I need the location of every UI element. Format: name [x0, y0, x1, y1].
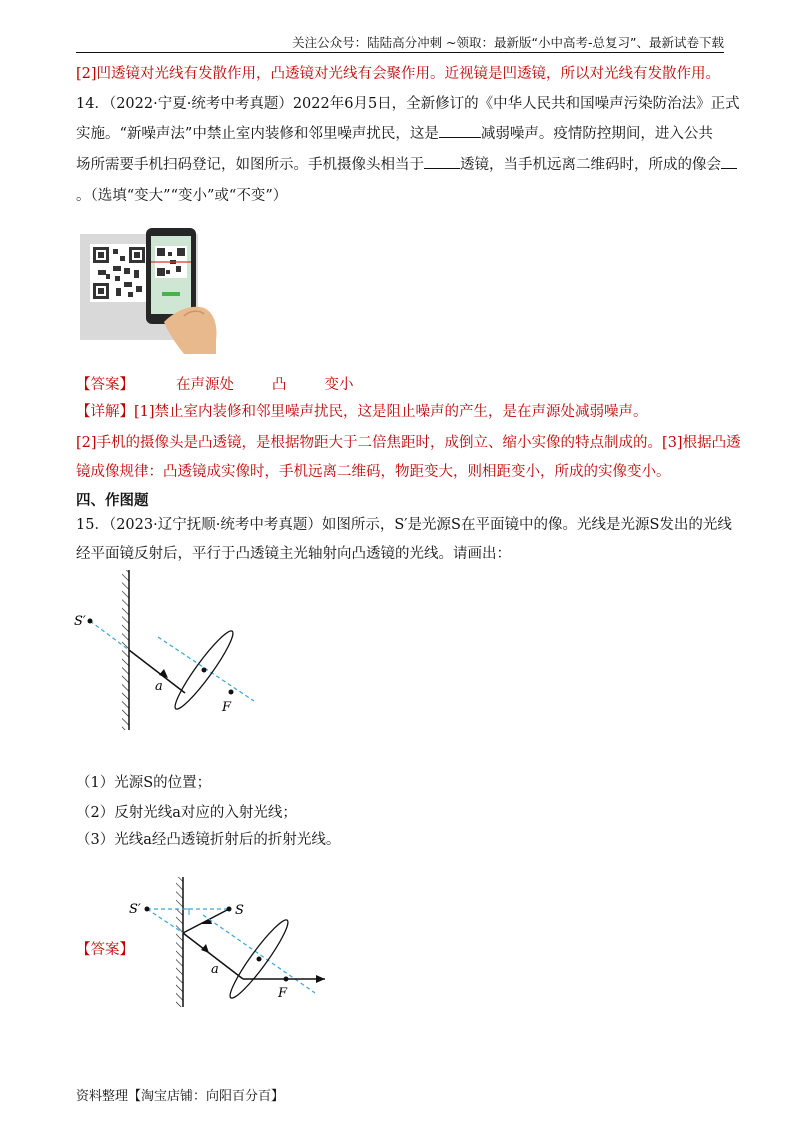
q14-blank-3	[721, 154, 737, 169]
label-f: F	[222, 700, 232, 715]
answer-label-f: F	[278, 986, 288, 1001]
page-footer: 资料整理【淘宝店铺：向阳百分百】	[76, 1089, 285, 1104]
answer-s-prime-point	[145, 907, 150, 912]
answer-label-s: S	[235, 903, 244, 918]
q15-item-1: （1）光源S的位置；	[76, 775, 212, 791]
q14-line-1: 14．（2022·宁夏·统考中考真题）2022年6月5日，全新修订的《中华人民共和国噪声污染防治法》正式	[76, 96, 740, 112]
q14-detail-line-1	[76, 402, 724, 422]
q14-line-2-part-a: 实施。“新噪声法”中禁止室内装修和邻里噪声扰民，这是	[76, 126, 439, 142]
answer-optical-center	[257, 957, 262, 962]
answer-label-s-prime: S′	[129, 902, 141, 917]
s-prime-point	[88, 619, 93, 624]
problem-diagram	[70, 565, 270, 735]
q14-line-2-part-b: 减弱噪声。疫情防控期间，进入公共	[480, 126, 713, 142]
header-rule	[76, 52, 724, 53]
right-angle-mark	[183, 909, 189, 915]
label-a: a	[155, 679, 163, 694]
q14-line-3	[76, 154, 724, 175]
q15-item-2: （2）反射光线a对应的入射光线；	[76, 805, 297, 821]
q14-answer-2: 凸	[272, 377, 287, 393]
q14-line-3-part-a: 场所需要手机扫码登记，如图所示。手机摄像头相当于	[76, 157, 424, 173]
q15-line-2: 经平面镜反射后，平行于凸透镜主光轴射向凸透镜的光线。请画出：	[76, 546, 511, 562]
qr-phone-illustration	[80, 226, 220, 354]
answer-focus-point	[284, 977, 289, 982]
label-s-prime: S′	[74, 614, 86, 629]
q15-answer-label: 【答案】	[76, 942, 134, 958]
q15-item-3: （3）光线a经凸透镜折射后的折射光线。	[76, 832, 341, 848]
page-header: 关注公众号：陆陆高分冲刺 ~领取：最新版“小中高考-总复习”、最新试卷下载	[292, 35, 724, 50]
q14-detail-label: 【详解】	[76, 404, 134, 420]
q15-line-1: 15．（2023·辽宁抚顺·统考中考真题）如图所示，S′是光源S在平面镜中的像。光线是光源S发出的光线	[76, 517, 732, 533]
q14-line-4: 。（选填“变大”“变小”或“不变”）	[76, 188, 288, 204]
q14-detail-line-3: 镜成像规律：凸透镜成实像时，手机远离二维码，物距变大，则相距变小，所成的实像变小。	[76, 464, 671, 480]
answer-mirror-hatching	[176, 877, 183, 1007]
answer-label-a: a	[211, 962, 219, 977]
q14-answer-3: 变小	[324, 377, 354, 393]
refracted-ray-arrow	[316, 975, 325, 983]
section-title: 四、作图题	[76, 493, 149, 509]
q14-answer-1: 在声源处	[176, 377, 234, 393]
q14-blank-1	[439, 123, 481, 138]
answer-diagram	[125, 875, 335, 1010]
q14-line-3-part-b: 透镜，当手机远离二维码时，所成的像会	[460, 157, 721, 173]
q14-detail-line-2: [2]手机的摄像头是凸透镜，是根据物距大于二倍焦距时，成倒立、缩小实像的特点制成的。[3]根据凸透	[76, 435, 741, 451]
q14-answer-label: 【答案】	[76, 377, 134, 393]
answer-principal-axis	[203, 915, 315, 993]
mirror-hatching	[122, 570, 129, 730]
focus-point	[229, 690, 234, 695]
previous-answer-line: [2]凹透镜对光线有发散作用，凸透镜对光线有会聚作用。近视镜是凹透镜，所以对光线有发散作用。	[76, 66, 721, 82]
q14-blank-2	[424, 154, 460, 169]
q14-answer	[76, 375, 724, 395]
q14-detail-text-1: [1]禁止室内装修和邻里噪声扰民，这是阻止噪声的产生，是在声源处减弱噪声。	[134, 404, 648, 420]
q14-line-2	[76, 123, 724, 144]
optical-center	[202, 668, 207, 673]
